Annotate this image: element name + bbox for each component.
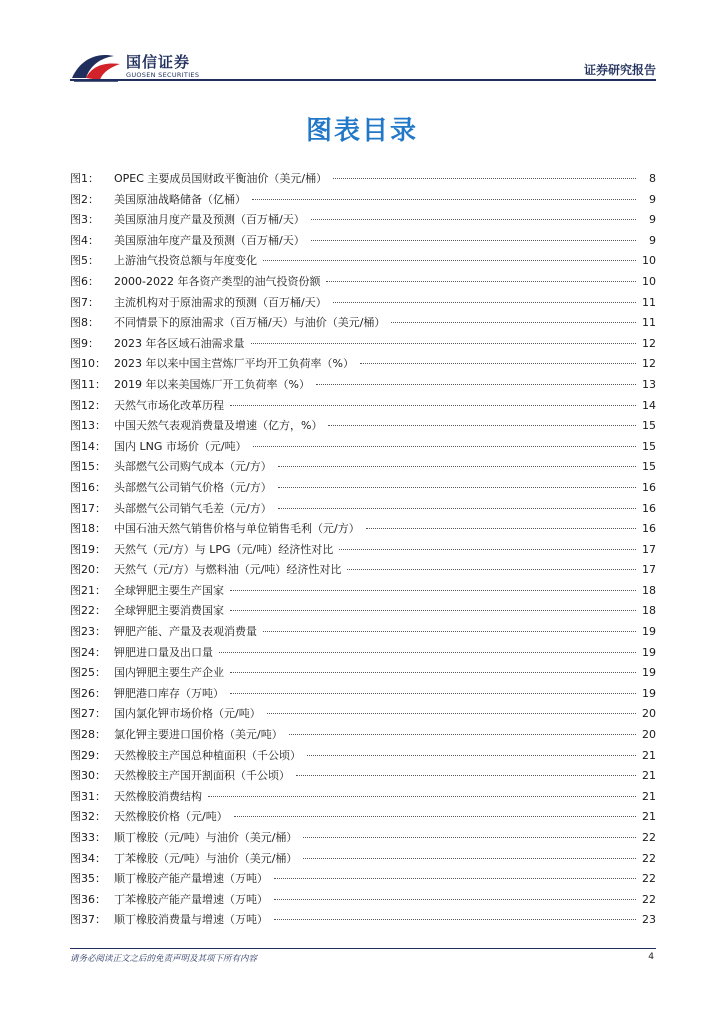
toc-entry-number: 图36： <box>70 892 106 906</box>
toc-entry-number: 图6： <box>70 274 99 288</box>
toc-entry-number: 图5： <box>70 254 99 268</box>
toc-entry-page: 23 <box>642 913 656 927</box>
toc-entry-page: 21 <box>642 810 656 824</box>
toc-entry-number: 图7： <box>70 295 99 309</box>
toc-entry-page: 11 <box>642 295 656 309</box>
toc-leader-dots <box>339 548 636 550</box>
toc-entry-page: 22 <box>642 851 656 865</box>
toc-entry-page: 15 <box>642 439 656 453</box>
toc-entry-page: 10 <box>642 274 656 288</box>
toc-entry-title: 丁苯橡胶产能产量增速（万吨） <box>114 892 268 906</box>
toc-entry-title: OPEC 主要成员国财政平衡油价（美元/桶） <box>114 172 328 185</box>
toc-entry[interactable] <box>70 581 656 602</box>
toc-leader-dots <box>208 795 636 797</box>
toc-leader-dots <box>230 692 636 694</box>
toc-entry-page: 17 <box>642 563 656 577</box>
toc-entry-page: 15 <box>642 460 656 474</box>
toc-entry[interactable] <box>70 807 656 828</box>
toc-entry-title: 中国石油天然气销售价格与单位销售毛利（元/方） <box>114 522 360 536</box>
toc-entry-number: 图13： <box>70 419 106 433</box>
toc-leader-dots <box>307 754 636 756</box>
toc-entry-title: 氯化钾主要进口国价格（美元/吨） <box>114 728 283 742</box>
toc-entry[interactable] <box>70 334 656 355</box>
toc-entry-title: 美国原油年度产量及预测（百万桶/天） <box>114 233 305 247</box>
toc-entry-title: 全球钾肥主要消费国家 <box>114 604 224 618</box>
toc-entry-page: 12 <box>642 336 656 350</box>
toc-entry-page: 20 <box>642 728 656 742</box>
toc-entry-number: 图22： <box>70 604 106 618</box>
toc-entry-number: 图1： <box>70 172 99 185</box>
toc-leader-dots <box>274 877 636 879</box>
toc-entry-title: 国内 LNG 市场价（元/吨） <box>114 439 247 453</box>
toc-leader-dots <box>219 651 636 653</box>
toc-entry-title: 天然气市场化改革历程 <box>114 398 224 412</box>
toc-leader-dots <box>328 424 636 426</box>
toc-entry[interactable] <box>70 849 656 870</box>
toc-entry-number: 图21： <box>70 583 106 597</box>
toc-entry-title: 顺丁橡胶（元/吨）与油价（美元/桶） <box>114 831 298 844</box>
toc-entry-number: 图18： <box>70 522 106 536</box>
toc-entry-number: 图9： <box>70 336 99 350</box>
toc-entry-title: 天然橡胶主产国开割面积（千公顷） <box>114 769 290 783</box>
footer-divider <box>70 948 656 949</box>
toc-entry[interactable] <box>70 560 656 581</box>
toc-entry-title: 钾肥产能、产量及表观消费量 <box>114 625 257 639</box>
toc-entry-title: 2023 年各区域石油需求量 <box>114 336 245 350</box>
toc-entry-number: 图28： <box>70 728 106 742</box>
toc-entry-page: 22 <box>642 872 656 886</box>
header-divider <box>70 79 656 81</box>
toc-leader-dots <box>252 198 636 200</box>
toc-leader-dots <box>267 712 636 714</box>
toc-leader-dots <box>230 609 636 611</box>
toc-entry-page: 9 <box>649 213 656 227</box>
toc-entry[interactable] <box>70 540 656 561</box>
toc-entry-number: 图20： <box>70 563 106 577</box>
toc-entry-title: 上游油气投资总额与年度变化 <box>114 254 257 268</box>
toc-entry-page: 19 <box>642 625 656 639</box>
toc-entry[interactable] <box>70 478 656 499</box>
toc-entry-page: 18 <box>642 583 656 597</box>
toc-leader-dots <box>347 568 636 570</box>
toc-leader-dots <box>230 404 636 406</box>
toc-entry-title: 钾肥港口库存（万吨） <box>114 686 224 700</box>
toc-entry-page: 19 <box>642 645 656 659</box>
toc-leader-dots <box>366 527 636 529</box>
toc-leader-dots <box>274 918 636 920</box>
toc-entry-title: 天然气（元/方）与 LPG（元/吨）经济性对比 <box>114 542 334 556</box>
toc-entry[interactable] <box>70 643 656 664</box>
toc-entry-page: 8 <box>649 172 656 185</box>
toc-entry-number: 图16： <box>70 480 106 494</box>
page-number: 4 <box>648 952 654 962</box>
toc-entry-page: 12 <box>642 357 656 371</box>
toc-entry-number: 图33： <box>70 831 106 844</box>
toc-entry-title: 2000-2022 年各资产类型的油气投资份额 <box>114 274 321 288</box>
toc-entry-number: 图26： <box>70 686 106 700</box>
toc-leader-dots <box>333 301 636 303</box>
toc-entry[interactable] <box>70 766 656 787</box>
toc-entry[interactable] <box>70 313 656 334</box>
toc-leader-dots <box>311 239 636 241</box>
toc-entry-page: 16 <box>642 480 656 494</box>
toc-entry-number: 图12： <box>70 398 106 412</box>
toc-entry[interactable] <box>70 457 656 478</box>
toc-entry-number: 图10： <box>70 357 106 371</box>
toc-entry-number: 图37： <box>70 913 106 927</box>
logo-chinese-name: 国信证券 <box>126 53 191 71</box>
toc-entry[interactable] <box>70 828 656 849</box>
toc-entry-page: 10 <box>642 254 656 268</box>
toc-leader-dots <box>326 280 636 282</box>
toc-entry-number: 图29： <box>70 748 106 762</box>
toc-leader-dots <box>274 898 636 900</box>
toc-entry-number: 图15： <box>70 460 106 474</box>
toc-entry[interactable] <box>70 190 656 211</box>
toc-leader-dots <box>251 342 637 344</box>
toc-entry[interactable] <box>70 704 656 725</box>
toc-entry-number: 图34： <box>70 851 106 865</box>
toc-leader-dots <box>230 671 636 673</box>
toc-entry-title: 主流机构对于原油需求的预测（百万桶/天） <box>114 295 327 309</box>
toc-entry[interactable] <box>70 396 656 417</box>
toc-leader-dots <box>296 774 636 776</box>
toc-entry-page: 16 <box>642 522 656 536</box>
toc-entry-page: 18 <box>642 604 656 618</box>
toc-entry-page: 9 <box>649 192 656 206</box>
toc-leader-dots <box>234 815 636 817</box>
toc-entry[interactable] <box>70 416 656 437</box>
toc-entry-title: 头部燃气公司销气毛差（元/方） <box>114 501 272 515</box>
toc-entry-title: 天然橡胶主产国总种植面积（千公顷） <box>114 748 301 762</box>
toc-leader-dots <box>333 177 636 179</box>
toc-entry-title: 头部燃气公司销气价格（元/方） <box>114 480 272 494</box>
toc-leader-dots <box>303 836 636 838</box>
toc-entry-title: 国内钾肥主要生产企业 <box>114 666 224 680</box>
toc-entry-number: 图23： <box>70 625 106 639</box>
toc-entry-page: 19 <box>642 666 656 680</box>
toc-entry-page: 20 <box>642 707 656 721</box>
toc-entry[interactable] <box>70 519 656 540</box>
toc-leader-dots <box>253 445 636 447</box>
toc-entry-page: 22 <box>642 831 656 844</box>
toc-entry-number: 图35： <box>70 872 106 886</box>
toc-entry-number: 图32： <box>70 810 106 824</box>
toc-leader-dots <box>263 630 636 632</box>
toc-entry-number: 图31： <box>70 789 106 803</box>
toc-leader-dots <box>311 218 636 220</box>
toc-entry[interactable] <box>70 746 656 767</box>
toc-entry-number: 图2： <box>70 192 99 206</box>
toc-entry-page: 17 <box>642 542 656 556</box>
toc-leader-dots <box>303 857 636 859</box>
toc-entry-page: 13 <box>642 377 656 391</box>
toc-entry[interactable] <box>70 622 656 643</box>
toc-entry-number: 图3： <box>70 213 99 227</box>
toc-leader-dots <box>316 383 636 385</box>
toc-entry-number: 图25： <box>70 666 106 680</box>
toc-entry-page: 11 <box>642 316 656 330</box>
toc-leader-dots <box>289 733 636 735</box>
toc-entry[interactable] <box>70 375 656 396</box>
toc-entry-page: 14 <box>642 398 656 412</box>
toc-title: 图表目录 <box>305 116 418 146</box>
toc-leader-dots <box>391 321 636 323</box>
toc-entry-page: 21 <box>642 769 656 783</box>
toc-entry[interactable] <box>70 251 656 272</box>
toc-entry-number: 图11： <box>70 377 106 391</box>
toc-entry[interactable] <box>70 169 656 190</box>
toc-leader-dots <box>360 362 636 364</box>
footer-disclaimer: 请务必阅读正文之后的免责声明及其项下所有内容 <box>70 954 258 964</box>
toc-entry-title: 天然气（元/方）与燃料油（元/吨）经济性对比 <box>114 563 342 577</box>
toc-entry[interactable] <box>70 210 656 231</box>
toc-entry-title: 国内氯化钾市场价格（元/吨） <box>114 707 261 721</box>
toc-entry-title: 全球钾肥主要生产国家 <box>114 583 224 597</box>
toc-entry-number: 图14： <box>70 439 106 453</box>
toc-entry[interactable] <box>70 890 656 911</box>
toc-entry-number: 图17： <box>70 501 106 515</box>
toc-entry-title: 2019 年以来美国炼厂开工负荷率（%） <box>114 377 310 391</box>
toc-entry[interactable] <box>70 499 656 520</box>
toc-entry-title: 不同情景下的原油需求（百万桶/天）与油价（美元/桶） <box>114 316 386 330</box>
toc-entry-page: 15 <box>642 419 656 433</box>
toc-entry-title: 中国天然气表观消费量及增速（亿方，%） <box>114 419 323 433</box>
toc-entry-number: 图30： <box>70 769 106 783</box>
toc-entry-page: 9 <box>649 233 656 247</box>
toc-entry[interactable] <box>70 663 656 684</box>
toc-entry-number: 图4： <box>70 233 99 247</box>
toc-entry[interactable] <box>70 684 656 705</box>
page-header <box>0 0 724 90</box>
toc-entry-page: 21 <box>642 748 656 762</box>
toc-entry-title: 2023 年以来中国主营炼厂平均开工负荷率（%） <box>114 357 354 371</box>
toc-entry[interactable] <box>70 437 656 458</box>
toc-leader-dots <box>278 465 636 467</box>
toc-list <box>70 169 656 931</box>
toc-entry-title: 顺丁橡胶产能产量增速（万吨） <box>114 872 268 886</box>
toc-entry-page: 19 <box>642 686 656 700</box>
report-type-label: 证券研究报告 <box>583 63 656 77</box>
toc-leader-dots <box>278 486 636 488</box>
toc-entry-title: 头部燃气公司购气成本（元/方） <box>114 460 272 474</box>
toc-leader-dots <box>263 259 636 261</box>
toc-entry[interactable] <box>70 231 656 252</box>
toc-entry[interactable] <box>70 725 656 746</box>
toc-entry-number: 图8： <box>70 316 99 330</box>
toc-entry-number: 图27： <box>70 707 106 721</box>
toc-leader-dots <box>278 507 636 509</box>
toc-entry-page: 22 <box>642 892 656 906</box>
logo-english-name: GUOSEN SECURITIES <box>126 71 200 79</box>
toc-entry-title: 天然橡胶消费结构 <box>114 789 202 803</box>
toc-entry[interactable] <box>70 787 656 808</box>
toc-entry[interactable] <box>70 869 656 890</box>
toc-entry[interactable] <box>70 910 656 931</box>
toc-entry[interactable] <box>70 293 656 314</box>
toc-leader-dots <box>230 589 636 591</box>
toc-entry-title: 丁苯橡胶（元/吨）与油价（美元/桶） <box>114 851 298 865</box>
toc-entry-title: 美国原油月度产量及预测（百万桶/天） <box>114 213 305 227</box>
toc-entry-number: 图19： <box>70 542 106 556</box>
toc-entry[interactable] <box>70 601 656 622</box>
toc-entry-title: 美国原油战略储备（亿桶） <box>114 192 246 206</box>
toc-entry-page: 21 <box>642 789 656 803</box>
toc-entry[interactable] <box>70 354 656 375</box>
toc-entry[interactable] <box>70 272 656 293</box>
toc-entry-page: 16 <box>642 501 656 515</box>
toc-entry-number: 图24： <box>70 645 106 659</box>
toc-entry-title: 顺丁橡胶消费量与增速（万吨） <box>114 913 268 927</box>
toc-entry-title: 天然橡胶价格（元/吨） <box>114 810 228 824</box>
toc-entry-title: 钾肥进口量及出口量 <box>114 645 213 659</box>
